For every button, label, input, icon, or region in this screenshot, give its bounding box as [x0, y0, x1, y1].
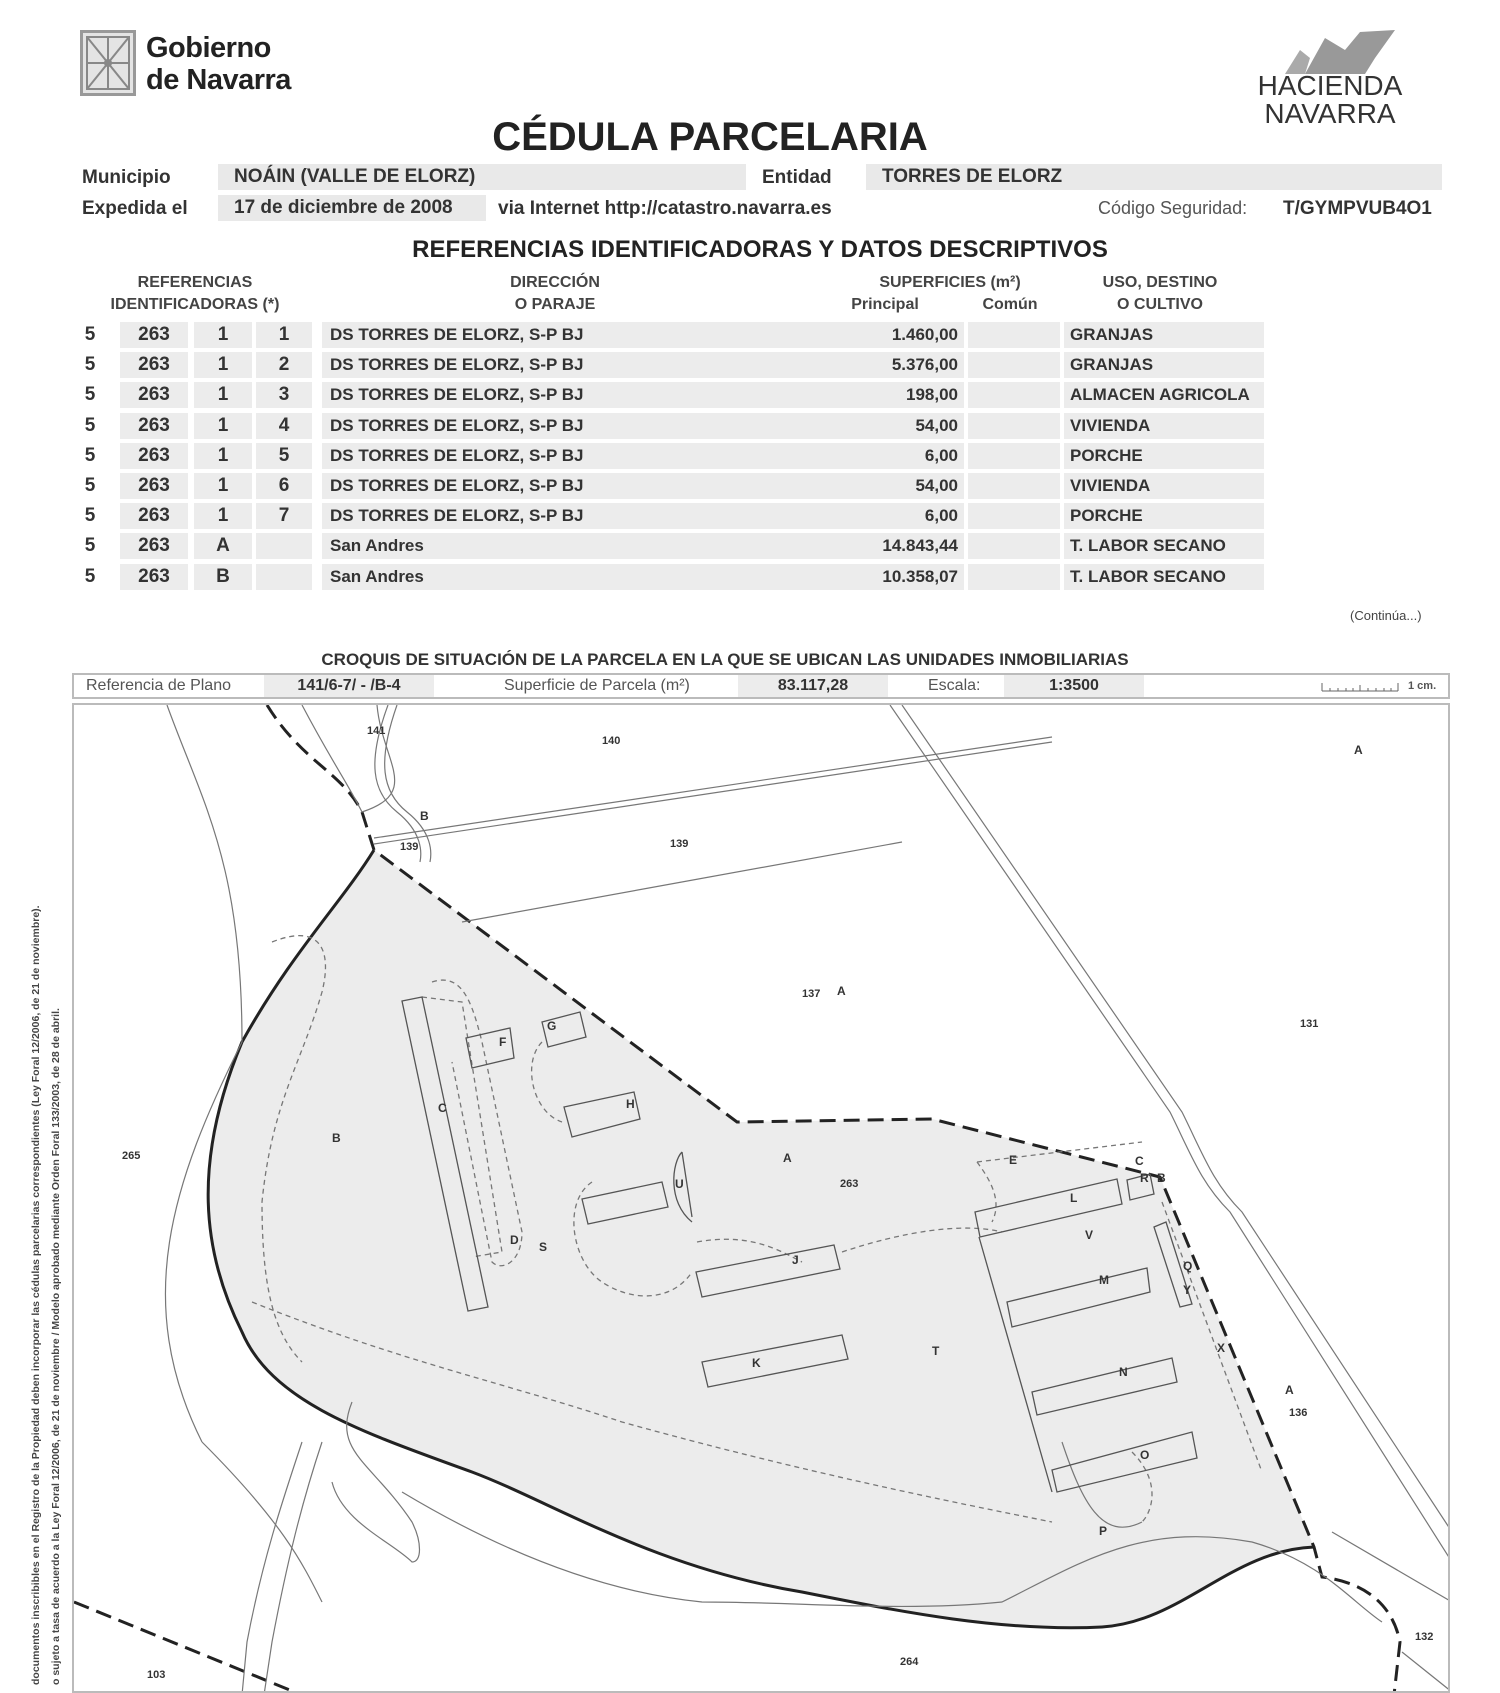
ref-number-4: 2	[256, 352, 312, 378]
table-row	[76, 413, 1276, 439]
ref-number-1: 5	[84, 414, 96, 436]
superficie-principal-cell: 198,00	[824, 382, 964, 408]
ref-number-4	[256, 564, 312, 590]
direccion-cell: DS TORRES DE ELORZ, S-P BJ	[322, 503, 884, 529]
superficie-comun-cell	[968, 503, 1060, 529]
col-header-ref-line2: IDENTIFICADORAS (*)	[110, 296, 280, 313]
ref-number-3: 1	[194, 322, 252, 348]
map-label-pG: G	[547, 1019, 557, 1033]
direccion-cell: San Andres	[322, 533, 884, 559]
ref-number-4: 1	[256, 322, 312, 348]
table-row	[76, 322, 1276, 348]
superficie-comun-cell	[968, 473, 1060, 499]
ref-number-1: 5	[84, 444, 96, 466]
croquis-info-bar	[72, 673, 1450, 699]
superficie-parcela-label: Superficie de Parcela (m²)	[504, 677, 690, 694]
map-label-pE: E	[1009, 1153, 1018, 1167]
superficie-principal-cell: 14.843,44	[824, 533, 964, 559]
map-label-pA136: A	[1285, 1383, 1294, 1397]
superficie-comun-cell	[968, 443, 1060, 469]
superficie-principal-cell: 1.460,00	[824, 322, 964, 348]
map-label-pS: S	[539, 1240, 548, 1254]
direccion-cell: DS TORRES DE ELORZ, S-P BJ	[322, 352, 884, 378]
ref-number-4: 6	[256, 473, 312, 499]
boundary-103-dashed	[74, 1602, 302, 1693]
superficie-comun-cell	[968, 322, 1060, 348]
col-header-referencias	[90, 272, 300, 316]
direccion-cell: San Andres	[322, 564, 884, 590]
map-label-pY: Y	[1183, 1283, 1192, 1297]
superficie-principal-cell: 5.376,00	[824, 352, 964, 378]
ref-number-2: 263	[120, 382, 188, 408]
ref-number-2: 263	[120, 533, 188, 559]
hacienda-logo-line1: HACIENDA	[1257, 70, 1403, 101]
ref-number-2: 263	[120, 503, 188, 529]
map-label-pV: V	[1085, 1228, 1094, 1242]
ref-plano-value: 141/6-7/ - /B-4	[264, 675, 434, 697]
parcel-map[interactable]	[72, 703, 1450, 1693]
ref-number-4: 3	[256, 382, 312, 408]
superficie-comun-cell	[968, 382, 1060, 408]
direccion-cell: DS TORRES DE ELORZ, S-P BJ	[322, 322, 884, 348]
municipio-value: NOÁIN (VALLE DE ELORZ)	[218, 164, 746, 190]
map-label-pP: P	[1099, 1524, 1108, 1538]
uso-cell: PORCHE	[1064, 503, 1264, 529]
uso-cell: T. LABOR SECANO	[1064, 564, 1264, 590]
col-header-uso-line2: O CULTIVO	[1117, 296, 1203, 313]
col-header-ref-line1: REFERENCIAS	[137, 274, 253, 291]
map-label-pA137: A	[837, 984, 846, 998]
referencias-section-title: REFERENCIAS IDENTIFICADORAS Y DATOS DESCRIPTIVOS	[412, 236, 1108, 263]
gobierno-logo-line1: Gobierno	[146, 32, 271, 64]
map-label-pA_topright: A	[1354, 743, 1363, 757]
superficie-parcela-value: 83.117,28	[738, 675, 888, 697]
uso-cell: ALMACEN AGRICOLA	[1064, 382, 1264, 408]
table-row	[76, 382, 1276, 408]
map-label-p136: 136	[1289, 1407, 1308, 1419]
col-header-direccion	[430, 272, 680, 316]
uso-cell: GRANJAS	[1064, 322, 1264, 348]
map-label-p131: 131	[1300, 1018, 1319, 1030]
direccion-cell: DS TORRES DE ELORZ, S-P BJ	[322, 413, 884, 439]
uso-cell: VIVIENDA	[1064, 413, 1264, 439]
map-label-pD: D	[510, 1233, 519, 1247]
ref-number-4: 5	[256, 443, 312, 469]
col-header-dir-line2: O PARAJE	[514, 296, 596, 313]
escala-label: Escala:	[928, 677, 981, 694]
ref-number-1: 5	[84, 475, 96, 496]
ref-number-1: 5	[84, 505, 96, 527]
superficie-comun-cell	[968, 352, 1060, 378]
map-label-pA263: A	[783, 1151, 792, 1165]
col-header-dir-line1: DIRECCIÓN	[510, 274, 600, 291]
table-row	[76, 533, 1276, 559]
uso-cell: GRANJAS	[1064, 352, 1264, 378]
map-label-p139b: 139	[670, 838, 689, 850]
scale-bar-icon	[1320, 675, 1400, 697]
map-label-pF: F	[499, 1035, 507, 1049]
col-header-principal: Principal	[851, 296, 919, 313]
via-internet-text: via Internet http://catastro.navarra.es	[498, 198, 832, 219]
map-label-p139a: 139	[400, 841, 419, 853]
gobierno-navarra-shield-icon	[80, 30, 136, 96]
table-row	[76, 352, 1276, 378]
col-header-uso-line1: USO, DESTINO	[1102, 274, 1218, 291]
ref-number-1: 5	[84, 354, 96, 376]
table-row	[76, 564, 1276, 590]
ref-number-3: A	[194, 533, 252, 559]
ref-plano-label: Referencia de Plano	[86, 677, 231, 694]
side-legal-note-1: documentos inscribibles en el Registro de la Propiedad deben incorporar las cédulas parcelarias correspondientes (Ley Foral 12/2006, de 21 de noviembre).	[30, 905, 42, 1685]
map-label-pK: K	[752, 1356, 761, 1370]
ref-number-1: 5	[84, 535, 96, 557]
table-row	[76, 473, 1276, 499]
direccion-cell: DS TORRES DE ELORZ, S-P BJ	[322, 443, 884, 469]
expedida-value: 17 de diciembre de 2008	[218, 195, 486, 221]
map-label-pL: L	[1070, 1191, 1078, 1205]
superficie-principal-cell: 6,00	[824, 503, 964, 529]
map-label-p264: 264	[900, 1656, 919, 1668]
ref-number-3: 1	[194, 443, 252, 469]
table-row	[76, 503, 1276, 529]
document-title: CÉDULA PARCELARIA	[492, 115, 928, 159]
ref-number-2: 263	[120, 413, 188, 439]
scale-unit: 1 cm.	[1408, 680, 1437, 692]
ref-number-3: 1	[194, 503, 252, 529]
table-row	[76, 443, 1276, 469]
ref-number-3: 1	[194, 473, 252, 499]
gobierno-logo-line2: de Navarra	[146, 64, 291, 96]
map-label-p103: 103	[147, 1669, 166, 1681]
superficie-principal-cell: 6,00	[824, 443, 964, 469]
map-label-pM: M	[1099, 1273, 1109, 1287]
escala-value: 1:3500	[1004, 675, 1144, 697]
ref-number-3: B	[194, 564, 252, 590]
superficie-comun-cell	[968, 564, 1060, 590]
ref-number-3: 1	[194, 352, 252, 378]
continua-note: (Continúa...)	[1350, 608, 1422, 623]
map-label-p265: 265	[122, 1150, 141, 1162]
superficie-principal-cell: 54,00	[824, 413, 964, 439]
direccion-cell: DS TORRES DE ELORZ, S-P BJ	[322, 382, 884, 408]
map-label-pH: H	[626, 1097, 635, 1111]
col-header-comun: Común	[982, 296, 1038, 313]
map-label-p137: 137	[802, 988, 821, 1000]
superficie-comun-cell	[968, 413, 1060, 439]
col-header-uso	[1070, 272, 1250, 316]
ref-number-4: 4	[256, 413, 312, 439]
ref-number-2: 263	[120, 473, 188, 499]
parcel-263-area	[208, 850, 1314, 1628]
map-label-p141: 141	[367, 725, 386, 737]
hacienda-logo-line2: NAVARRA	[1264, 98, 1396, 129]
croquis-title: CROQUIS DE SITUACIÓN DE LA PARCELA EN LA QUE SE UBICAN LAS UNIDADES INMOBILIARIAS	[321, 650, 1129, 669]
codigo-seguridad-value: T/GYMPVUB4O1	[1283, 198, 1432, 219]
map-label-p132: 132	[1415, 1631, 1434, 1643]
hacienda-navarra-emblem-icon	[1265, 28, 1405, 76]
direccion-cell: DS TORRES DE ELORZ, S-P BJ	[322, 473, 884, 499]
ref-number-3: 1	[194, 413, 252, 439]
entidad-value: TORRES DE ELORZ	[866, 164, 1442, 190]
map-label-p140: 140	[602, 735, 621, 747]
map-label-pQ: Q	[1183, 1259, 1193, 1273]
uso-cell: VIVIENDA	[1064, 473, 1264, 499]
superficie-principal-cell: 10.358,07	[824, 564, 964, 590]
map-label-pR: R	[1140, 1171, 1149, 1185]
codigo-seguridad-label: Código Seguridad:	[1098, 198, 1248, 218]
map-label-pT: T	[932, 1344, 940, 1358]
ref-number-4	[256, 533, 312, 559]
map-label-pC2: C	[1135, 1154, 1144, 1168]
map-label-pC: C	[438, 1101, 447, 1115]
col-header-superficies: SUPERFICIES (m²)	[879, 274, 1021, 291]
uso-cell: T. LABOR SECANO	[1064, 533, 1264, 559]
map-label-pU: U	[675, 1177, 684, 1191]
gobierno-navarra-logo	[146, 32, 291, 96]
side-legal-note-2: o sujeto a tasa de acuerdo a la Ley Foral 12/2006, de 21 de noviembre / Modelo aprobado mediante Orden Foral 133/2003, de 28 de abril.	[50, 1008, 62, 1685]
superficie-comun-cell	[968, 533, 1060, 559]
ref-number-4: 7	[256, 503, 312, 529]
superficie-principal-cell: 54,00	[824, 473, 964, 499]
ref-number-2: 263	[120, 443, 188, 469]
map-label-pO: O	[1140, 1448, 1150, 1462]
ref-number-2: 263	[120, 564, 188, 590]
ref-number-1: 5	[84, 565, 96, 587]
ref-number-2: 263	[120, 352, 188, 378]
map-label-pX: X	[1217, 1341, 1226, 1355]
map-label-pN: N	[1119, 1365, 1128, 1379]
map-label-pB_top: B	[420, 809, 429, 823]
map-label-pJ: J	[792, 1253, 799, 1267]
expedida-label: Expedida el	[82, 198, 188, 219]
ref-number-1: 5	[84, 324, 96, 345]
map-label-pB2: B	[1157, 1171, 1166, 1185]
ref-number-1: 5	[84, 384, 96, 406]
uso-cell: PORCHE	[1064, 443, 1264, 469]
municipio-label: Municipio	[82, 167, 171, 188]
map-label-p263: 263	[840, 1178, 859, 1190]
ref-number-2: 263	[120, 322, 188, 348]
map-label-pB: B	[332, 1131, 341, 1145]
ref-number-3: 1	[194, 382, 252, 408]
entidad-label: Entidad	[762, 167, 832, 188]
